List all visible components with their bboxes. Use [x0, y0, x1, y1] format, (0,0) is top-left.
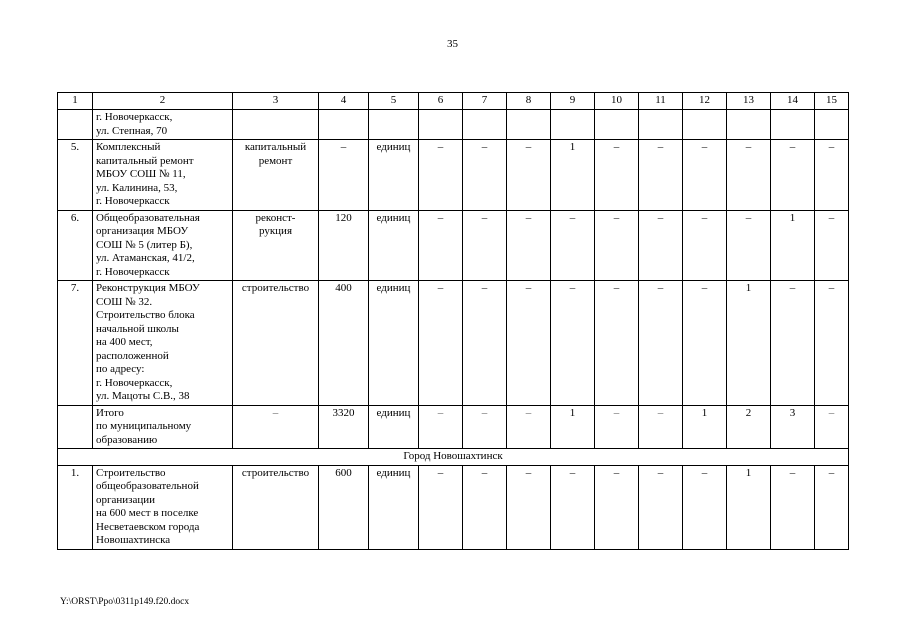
- value-cell: –: [551, 465, 595, 549]
- value-cell: –: [419, 465, 463, 549]
- table-body: [58, 93, 849, 550]
- object-name: [93, 210, 233, 281]
- column-header: 7: [463, 93, 507, 110]
- cell-line: ул. Атаманская, 41/2,: [96, 252, 195, 264]
- capacity: 400: [319, 281, 369, 406]
- value-cell: 1: [551, 140, 595, 211]
- row-number: [58, 405, 93, 449]
- column-header: 6: [419, 93, 463, 110]
- value-cell: –: [551, 281, 595, 406]
- value-cell: –: [815, 210, 849, 281]
- value-cell: 1: [771, 210, 815, 281]
- cell-line: Несветаевском города: [96, 520, 200, 533]
- value-cell: –: [639, 405, 683, 449]
- city-name: Город Новошахтинск: [58, 449, 849, 466]
- capacity: [319, 110, 369, 140]
- cell-line: г. Новочеркасск: [96, 195, 170, 207]
- page-number: 35: [447, 38, 458, 50]
- cell-line: Общеобразовательная: [96, 211, 200, 224]
- value-cell: –: [727, 210, 771, 281]
- work-type: [233, 140, 319, 211]
- cell-line: Итого: [96, 406, 124, 419]
- cell-line: строительство: [241, 282, 310, 294]
- cell-line: капитальный ремонт: [96, 154, 194, 167]
- value-cell: –: [727, 140, 771, 211]
- value-cell: –: [463, 405, 507, 449]
- value-cell: –: [419, 405, 463, 449]
- table-row: [58, 405, 849, 449]
- object-name: [93, 465, 233, 549]
- value-cell: [463, 110, 507, 140]
- header-row: [58, 93, 849, 110]
- unit: единиц: [369, 281, 419, 406]
- value-cell: –: [683, 281, 727, 406]
- cell-line: МБОУ СОШ № 11,: [96, 168, 186, 180]
- row-number: 7.: [58, 281, 93, 406]
- row-number: 5.: [58, 140, 93, 211]
- value-cell: 1: [727, 281, 771, 406]
- value-cell: –: [639, 140, 683, 211]
- cell-line: капитальный: [244, 141, 307, 153]
- unit: единиц: [369, 465, 419, 549]
- cell-line: СОШ № 32.: [96, 295, 153, 308]
- table-row: [58, 465, 849, 549]
- column-header: 8: [507, 93, 551, 110]
- column-header: 14: [771, 93, 815, 110]
- cell-line: образованию: [96, 433, 158, 446]
- value-cell: [595, 110, 639, 140]
- row-number: 1.: [58, 465, 93, 549]
- capacity: 120: [319, 210, 369, 281]
- cell-line: организация МБОУ: [96, 225, 189, 237]
- value-cell: 1: [727, 465, 771, 549]
- value-cell: –: [463, 465, 507, 549]
- column-header: 4: [319, 93, 369, 110]
- work-type: [233, 110, 319, 140]
- value-cell: –: [771, 140, 815, 211]
- value-cell: [815, 110, 849, 140]
- column-header: 9: [551, 93, 595, 110]
- cell-line: Строительство блока: [96, 309, 195, 321]
- value-cell: 1: [551, 405, 595, 449]
- cell-line: –: [272, 406, 279, 419]
- value-cell: [551, 110, 595, 140]
- column-header: 12: [683, 93, 727, 110]
- cell-line: г. Новочеркасск: [96, 265, 170, 278]
- value-cell: –: [595, 140, 639, 211]
- capacity: 3320: [319, 405, 369, 449]
- cell-line: Новошахтинска: [96, 534, 171, 546]
- cell-line: Комплексный: [96, 141, 161, 153]
- capacity: –: [319, 140, 369, 211]
- value-cell: –: [463, 281, 507, 406]
- cell-line: Строительство: [96, 466, 166, 479]
- cell-line: на 600 мест в поселке: [96, 507, 199, 519]
- capacity: 600: [319, 465, 369, 549]
- value-cell: –: [815, 465, 849, 549]
- table-row: [58, 140, 849, 211]
- cell-line: ремонт: [258, 154, 293, 167]
- cell-line: ул. Калинина, 53,: [96, 181, 178, 194]
- work-type: [233, 405, 319, 449]
- value-cell: –: [507, 140, 551, 211]
- value-cell: –: [815, 281, 849, 406]
- value-cell: –: [771, 465, 815, 549]
- value-cell: [419, 110, 463, 140]
- value-cell: –: [419, 281, 463, 406]
- value-cell: 2: [727, 405, 771, 449]
- value-cell: –: [551, 210, 595, 281]
- object-name: [93, 110, 233, 140]
- unit: единиц: [369, 140, 419, 211]
- column-header: 2: [93, 93, 233, 110]
- value-cell: –: [639, 465, 683, 549]
- value-cell: –: [815, 405, 849, 449]
- value-cell: –: [463, 140, 507, 211]
- table-row: [58, 210, 849, 281]
- column-header: 10: [595, 93, 639, 110]
- value-cell: –: [595, 405, 639, 449]
- value-cell: –: [507, 281, 551, 406]
- cell-line: на 400 мест,: [96, 336, 153, 348]
- value-cell: –: [815, 140, 849, 211]
- value-cell: [507, 110, 551, 140]
- cell-line: реконст-: [255, 211, 296, 224]
- cell-line: ул. Степная, 70: [96, 124, 168, 137]
- value-cell: [771, 110, 815, 140]
- unit: единиц: [369, 405, 419, 449]
- object-name: [93, 405, 233, 449]
- value-cell: –: [419, 140, 463, 211]
- work-type: [233, 210, 319, 281]
- work-type: [233, 465, 319, 549]
- value-cell: [727, 110, 771, 140]
- cell-line: общеобразовательной: [96, 480, 199, 492]
- value-cell: [683, 110, 727, 140]
- unit: [369, 110, 419, 140]
- cell-line: г. Новочеркасск,: [96, 111, 173, 123]
- cell-line: строительство: [241, 466, 310, 479]
- value-cell: –: [507, 465, 551, 549]
- cell-line: по муниципальному: [96, 420, 192, 432]
- column-header: 11: [639, 93, 683, 110]
- cell-line: рукция: [258, 225, 293, 237]
- cell-line: по адресу:: [96, 363, 145, 375]
- value-cell: –: [639, 210, 683, 281]
- cell-line: организации: [96, 493, 156, 506]
- value-cell: –: [639, 281, 683, 406]
- column-header: 1: [58, 93, 93, 110]
- unit: единиц: [369, 210, 419, 281]
- value-cell: –: [419, 210, 463, 281]
- file-path-footer: Y:\ORST\Ppo\0311p149.f20.docx: [60, 597, 190, 607]
- row-number: [58, 110, 93, 140]
- cell-line: начальной школы: [96, 322, 179, 335]
- cell-line: Реконструкция МБОУ: [96, 282, 200, 294]
- value-cell: –: [595, 210, 639, 281]
- column-header: 3: [233, 93, 319, 110]
- object-name: [93, 281, 233, 406]
- value-cell: –: [595, 281, 639, 406]
- value-cell: –: [683, 210, 727, 281]
- value-cell: –: [507, 405, 551, 449]
- value-cell: –: [595, 465, 639, 549]
- city-row: [58, 449, 849, 466]
- value-cell: –: [507, 210, 551, 281]
- column-header: 5: [369, 93, 419, 110]
- value-cell: –: [771, 281, 815, 406]
- work-type: [233, 281, 319, 406]
- cell-line: г. Новочеркасск,: [96, 376, 173, 389]
- cell-line: расположенной: [96, 349, 169, 362]
- data-table: [57, 92, 849, 550]
- cell-line: СОШ № 5 (литер Б),: [96, 238, 193, 251]
- object-name: [93, 140, 233, 211]
- column-header: 15: [815, 93, 849, 110]
- value-cell: –: [683, 140, 727, 211]
- cell-line: ул. Мацоты С.В., 38: [96, 390, 190, 402]
- column-header: 13: [727, 93, 771, 110]
- value-cell: –: [463, 210, 507, 281]
- row-number: 6.: [58, 210, 93, 281]
- table-row: [58, 110, 849, 140]
- value-cell: 3: [771, 405, 815, 449]
- value-cell: 1: [683, 405, 727, 449]
- value-cell: –: [683, 465, 727, 549]
- value-cell: [639, 110, 683, 140]
- table-row: [58, 281, 849, 406]
